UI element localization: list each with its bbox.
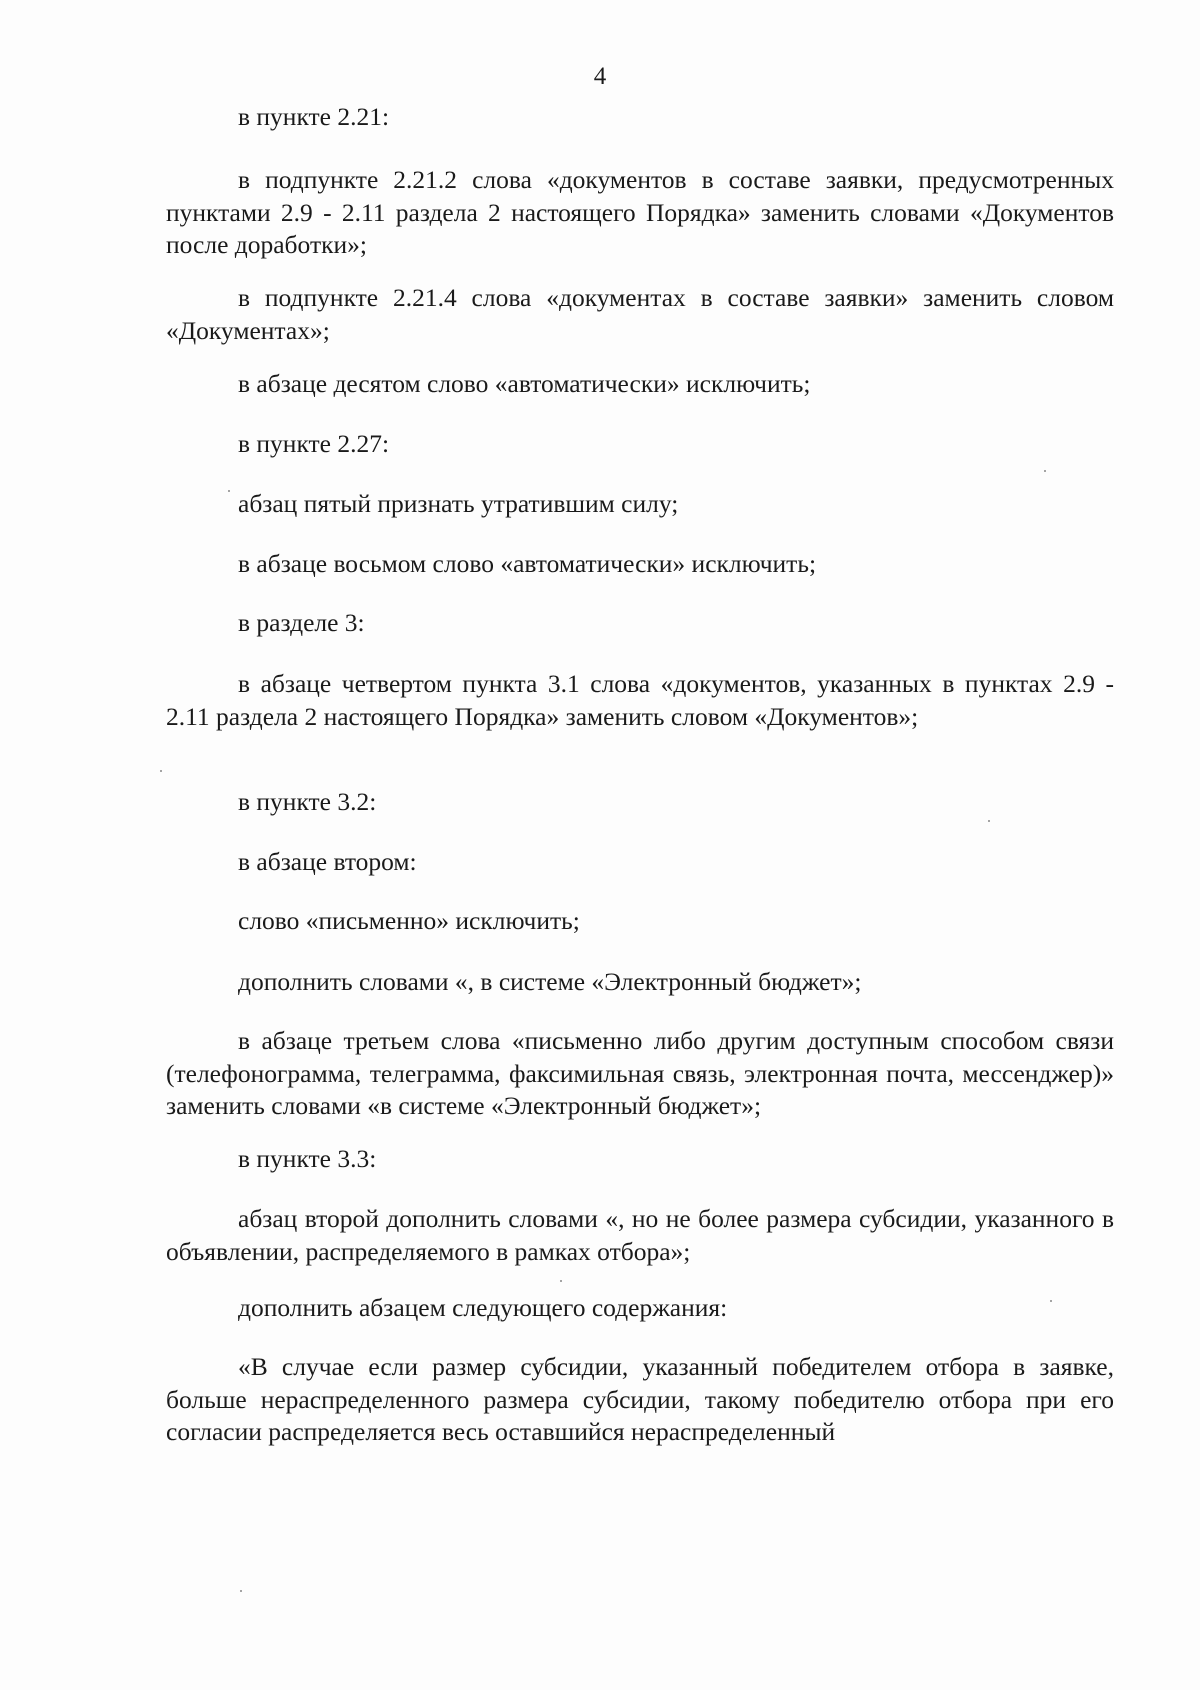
paragraph-12: слово «письменно» исключить;: [238, 906, 580, 935]
scan-speck: [1050, 1300, 1052, 1302]
paragraph-1: в пункте 2.21:: [238, 102, 390, 131]
scan-speck: [1044, 470, 1046, 472]
scan-speck: [240, 1590, 242, 1592]
paragraph-5: в пункте 2.27:: [238, 429, 390, 458]
paragraph-2: в подпункте 2.21.2 слова «документов в составе заявки, предусмотренных пунктами 2.9 - 2.11 раздела 2 настоящего Порядка» заменить словами «Документов после доработки»;: [166, 165, 1114, 259]
paragraph-13: дополнить словами «, в системе «Электронный бюджет»;: [238, 967, 862, 996]
paragraph-9: в абзаце четвертом пункта 3.1 слова «документов, указанных в пунктах 2.9 - 2.11 раздела 2 настоящего Порядка» заменить словом «Документов»;: [166, 669, 1114, 731]
paragraph-6: абзац пятый признать утратившим силу;: [238, 489, 679, 518]
paragraph-4: в абзаце десятом слово «автоматически» исключить;: [238, 369, 811, 398]
paragraph-3: в подпункте 2.21.4 слова «документах в составе заявки» заменить словом «Документах»;: [166, 283, 1114, 345]
paragraph-15: в пункте 3.3:: [238, 1144, 377, 1173]
paragraph-16: абзац второй дополнить словами «, но не более размера субсидии, указанного в объявлении, распределяемого в рамках отбора»;: [166, 1204, 1114, 1266]
paragraph-18: «В случае если размер субсидии, указанный победителем отбора в заявке, больше нераспределенного размера субсидии, такому победителю отбора при его согласии распределяется весь оставшийся нераспределенный: [166, 1352, 1114, 1446]
paragraph-14: в абзаце третьем слова «письменно либо другим доступным способом связи (телефонограмма, телеграмма, факсимильная связь, электронная почта, мессенджер)» заменить словами «в системе «Электронный бюджет»;: [166, 1026, 1114, 1120]
paragraph-7: в абзаце восьмом слово «автоматически» исключить;: [238, 549, 817, 578]
page-number: 4: [593, 63, 607, 90]
scan-speck: [228, 490, 230, 492]
scan-speck: [160, 770, 162, 772]
scan-speck: [560, 1280, 562, 1282]
paragraph-8: в разделе 3:: [238, 608, 365, 637]
scan-speck: [988, 820, 990, 822]
paragraph-10: в пункте 3.2:: [238, 787, 377, 816]
paragraph-11: в абзаце втором:: [238, 847, 417, 876]
paragraph-17: дополнить абзацем следующего содержания:: [238, 1293, 728, 1322]
